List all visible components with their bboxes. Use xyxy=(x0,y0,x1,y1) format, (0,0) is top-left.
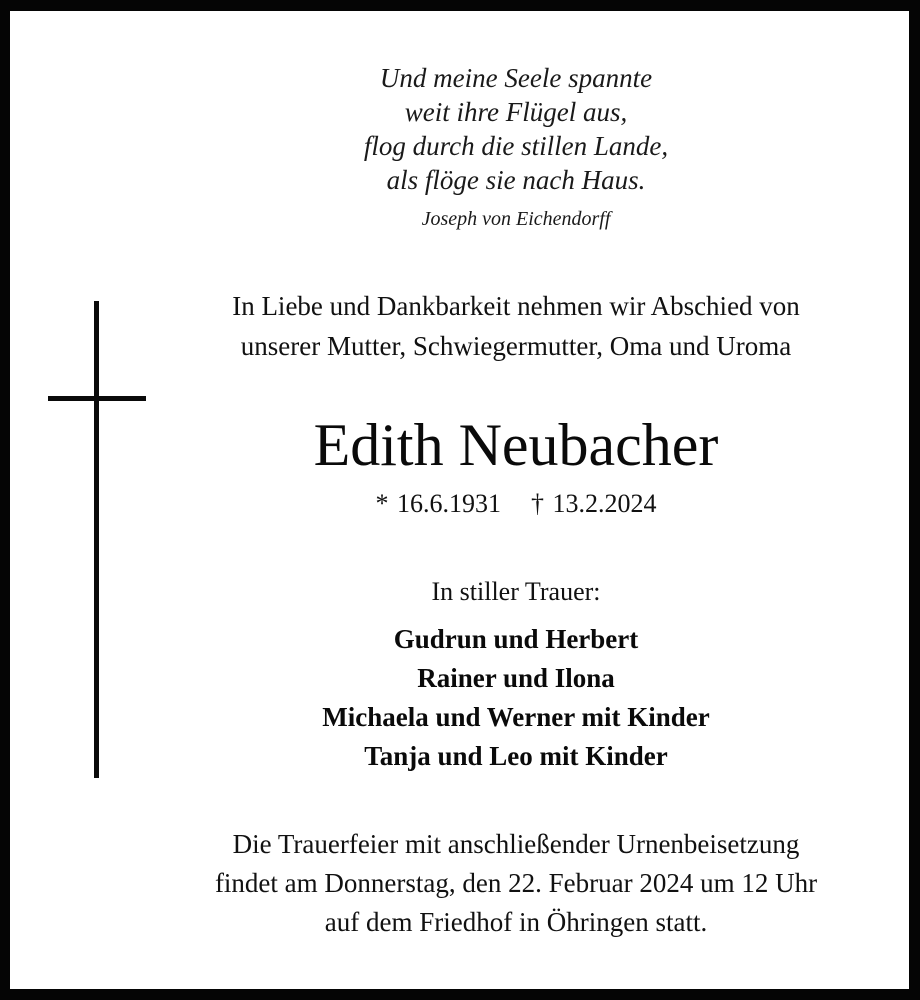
mourner-name: Tanja und Leo mit Kinder xyxy=(364,741,668,771)
poem-line-2: weit ihre Flügel aus, xyxy=(404,97,628,127)
poem-line-1: Und meine Seele spannte xyxy=(379,63,653,93)
mourners-heading: In stiller Trauer: xyxy=(431,577,601,606)
mourner-name: Michaela und Werner mit Kinder xyxy=(322,702,710,732)
poem-line-3: flog durch die stillen Lande, xyxy=(363,131,669,161)
mourner-name: Rainer und Ilona xyxy=(417,663,615,693)
intro-line-1: In Liebe und Dankbarkeit nehmen wir Abschied von xyxy=(232,291,800,321)
service-line-3: auf dem Friedhof in Öhringen statt. xyxy=(324,907,708,937)
life-dates xyxy=(56,489,920,519)
poem-author: Joseph von Eichendorff xyxy=(421,208,611,230)
intro-line-2: unserer Mutter, Schwiegermutter, Oma und Uroma xyxy=(240,331,792,361)
birth-date: * 16.6.1931 xyxy=(375,489,501,518)
deceased-name: Edith Neubacher xyxy=(313,412,719,478)
mourner-name: Gudrun und Herbert xyxy=(393,624,639,654)
service-line-2: findet am Donnerstag, den 22. Februar 2024 um 12 Uhr xyxy=(214,868,818,898)
cross-icon-horizontal-bar xyxy=(48,396,146,401)
death-date: † 13.2.2024 xyxy=(531,489,657,518)
service-line-1: Die Trauerfeier mit anschließender Urnenbeisetzung xyxy=(232,829,800,859)
poem-line-4: als flöge sie nach Haus. xyxy=(386,165,646,195)
